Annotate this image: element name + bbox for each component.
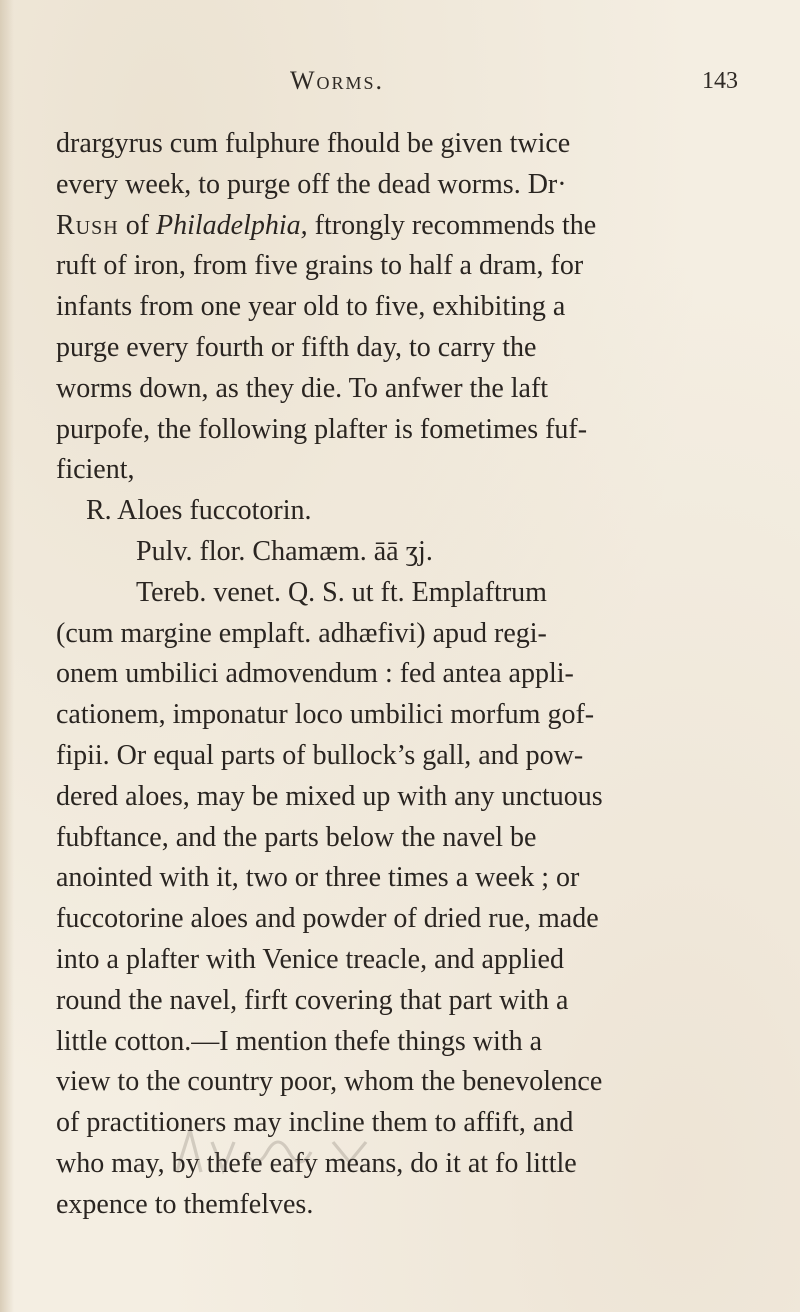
text-line: ficient, [56, 454, 135, 486]
text-line: drargyrus cum fulphure fhould be given twice [56, 128, 571, 159]
text-line: (cum margine emplaft. adhæfivi) apud regi- [56, 617, 547, 649]
text-line: into a plafter with Venice treacle, and applied [56, 943, 564, 975]
text-line: who may, by thefe eafy means, do it at fo little [56, 1147, 577, 1179]
text-line: fipii. Or equal parts of bullock’s gall, and pow- [56, 739, 584, 771]
text-line: expence to themfelves. [56, 1188, 314, 1220]
text-line: view to the country poor, whom the benevolence [56, 1066, 603, 1098]
text-line: fuccotorine aloes and powder of dried rue, made [56, 903, 599, 935]
text-line: dered aloes, may be mixed up with any unctuous [56, 780, 603, 812]
body-text [56, 124, 736, 1226]
text-line: purpofe, the following plafter is fometimes fuf- [56, 413, 588, 445]
text-line: fubftance, and the parts below the navel be [56, 821, 537, 853]
text-line: purge every fourth or fifth day, to carry the [56, 331, 537, 363]
text-line: anointed with it, two or three times a week ; or [56, 862, 580, 894]
recipe-line: R. Aloes fuccotorin. [86, 495, 312, 527]
text-line: worms down, as they die. To anfwer the laft [56, 372, 549, 404]
text-line: ruft of iron, from five grains to half a dram, for [56, 250, 584, 282]
text-fragment: ftrongly recommends the [307, 209, 597, 241]
page-gutter-shadow [0, 0, 14, 1312]
text-line: every week, to purge off the dead worms. Dr· [56, 168, 567, 200]
text-line: of practitioners may incline them to affift, and [56, 1107, 574, 1139]
text-line: onem umbilici admovendum : fed antea appli- [56, 658, 574, 690]
recipe-line: Pulv. flor. Chamæm. āā ʒj. [136, 535, 433, 567]
text-line: infants from one year old to five, exhibiting a [56, 291, 566, 323]
text-line [56, 206, 736, 247]
text-fragment: of [118, 209, 157, 241]
recipe-line: Tereb. venet. Q. S. ut ft. Emplaftrum [136, 576, 547, 608]
text-line: cationem, imponatur loco umbilici morfum gof- [56, 699, 595, 731]
author-name: Rush [56, 209, 119, 241]
page-number: 143 [702, 68, 738, 94]
text-line: little cotton.—I mention thefe things with a [56, 1025, 543, 1057]
place-name: Philadelphia, [156, 209, 308, 241]
running-title: Worms. [290, 66, 385, 95]
running-header [0, 62, 800, 102]
text-line: round the navel, firft covering that part with a [56, 984, 569, 1016]
bleed-through-mark [168, 1122, 388, 1182]
